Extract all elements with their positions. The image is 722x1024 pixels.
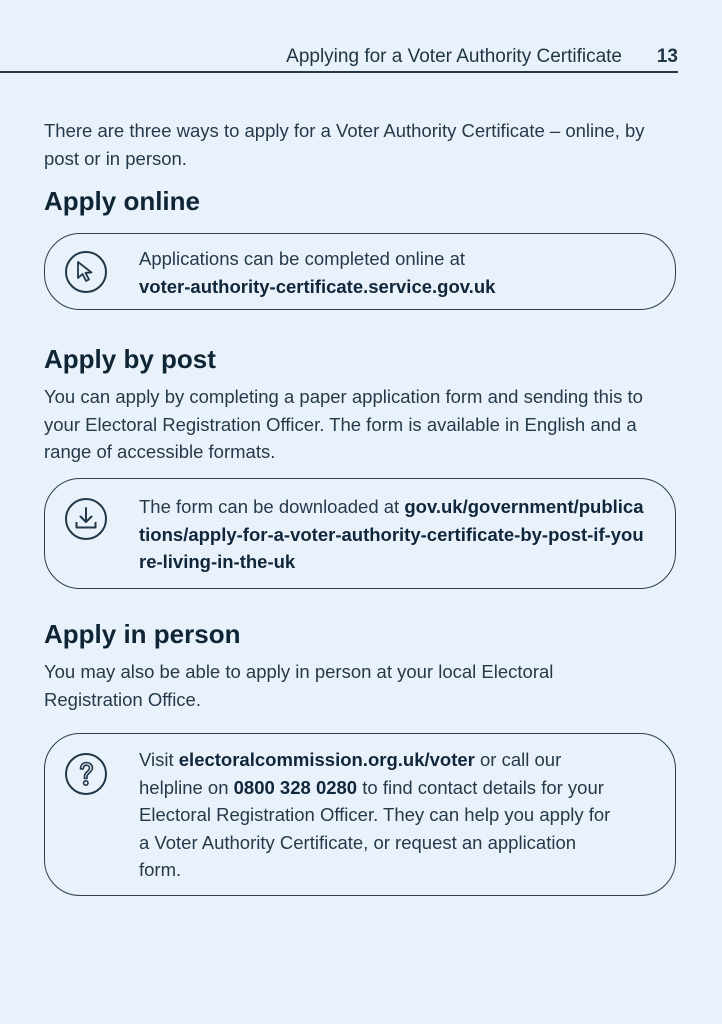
question-icon [64,752,108,796]
intro-paragraph: There are three ways to apply for a Voter Authority Certificate – online, by post or in person. [44,120,645,169]
online-info-text [139,245,659,300]
heading-apply-in-person: Apply in person [44,619,241,649]
helpline-number[interactable]: 0800 328 0280 [233,776,358,798]
page-number: 13 [656,46,678,67]
online-link[interactable]: voter-authority-certificate.service.gov.uk [139,275,496,297]
person-text-visit: Visit [139,749,174,770]
header-divider [0,71,678,73]
person-info-text [139,746,619,884]
post-text: The form can be downloaded at [139,496,400,517]
cursor-icon [64,250,108,294]
page-header [0,40,722,74]
person-text-rest: to find contact details for your Electoral Registration Officer. They can help you apply for a Voter Authority Certificate, or request an application form. [139,776,611,880]
heading-apply-online: Apply online [44,186,200,216]
post-info-text [139,493,649,576]
person-info-box [44,733,676,896]
post-info-box [44,478,676,589]
person-link[interactable]: electoralcommission.org.uk/voter [178,749,475,770]
online-info-box [44,233,676,310]
person-paragraph: You may also be able to apply in person at your local Electoral Registration Office. [44,661,554,710]
heading-apply-by-post: Apply by post [44,344,216,374]
header-title: Applying for a Voter Authority Certificate [286,46,622,67]
download-icon [64,497,108,541]
online-text: Applications can be completed online at [139,248,466,269]
post-link[interactable]: gov.uk/government/publications/apply-for-a-voter-authority-certificate-by-post-if-youre-living-in-the-uk [139,496,644,572]
post-paragraph: You can apply by completing a paper application form and sending this to your Electoral Registration Officer. The form is available in English and a range of accessible formats. [44,386,643,462]
person-text-call: or call our helpline on [139,749,562,798]
